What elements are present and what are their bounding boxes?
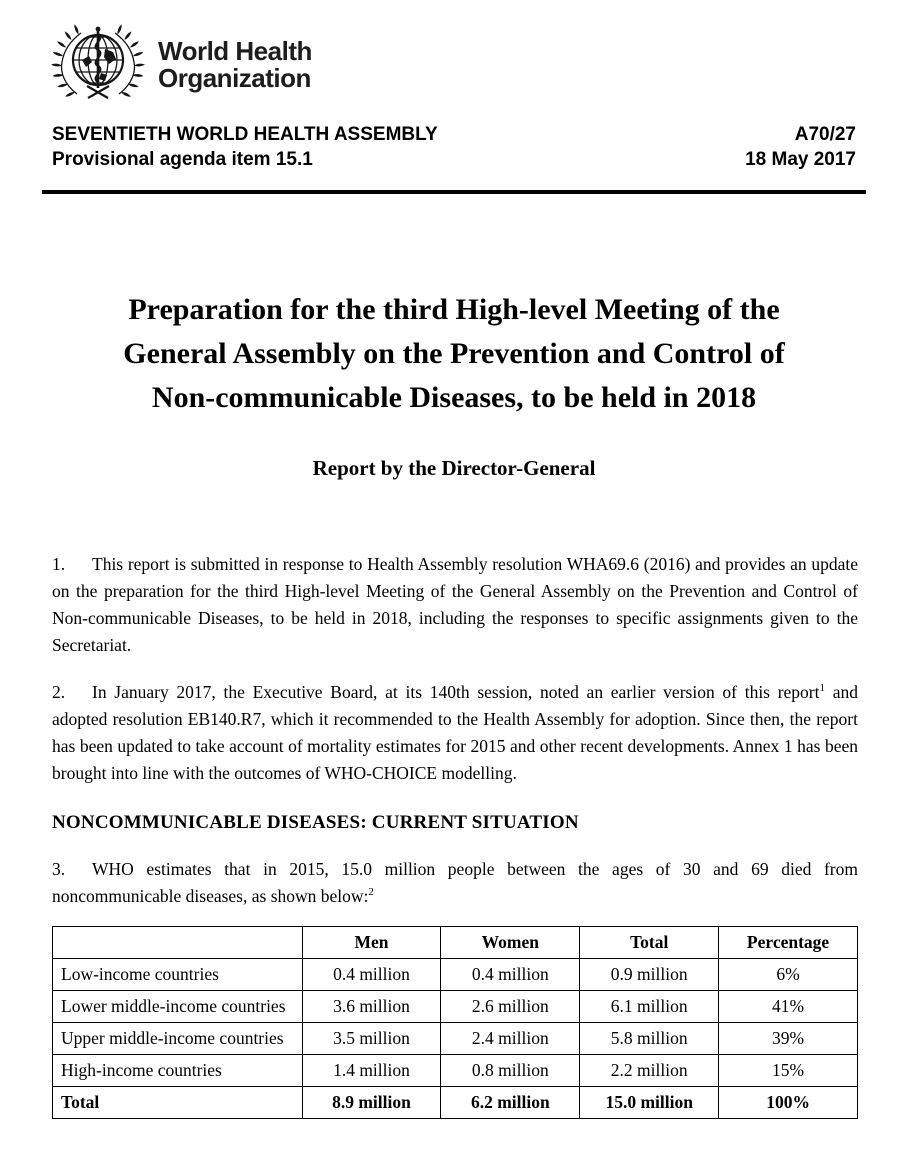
header-divider-rule bbox=[42, 190, 866, 194]
who-logotype-line2: Organization bbox=[158, 63, 311, 93]
who-logo bbox=[48, 26, 908, 110]
document-title-line3: Non-communicable Diseases, to be held in 2018 bbox=[151, 381, 757, 414]
row-label-upper-middle-income: Upper middle-income countries bbox=[53, 1023, 303, 1055]
paragraph-1-number: 1. bbox=[52, 554, 66, 574]
paragraph-2-text-before-footnote: In January 2017, the Executive Board, at its 140th session, noted an earlier version of this report bbox=[92, 682, 820, 702]
cell-total-men: 8.9 million bbox=[302, 1087, 441, 1119]
cell-total-percentage: 100% bbox=[719, 1087, 858, 1119]
cell-high-income-percentage: 15% bbox=[719, 1055, 858, 1087]
table-header-row bbox=[53, 927, 858, 959]
cell-high-income-men: 1.4 million bbox=[302, 1055, 441, 1087]
row-label-high-income: High-income countries bbox=[53, 1055, 303, 1087]
table-header-total: Total bbox=[580, 927, 719, 959]
table-row bbox=[53, 959, 858, 991]
paragraph-3-number: 3. bbox=[52, 859, 66, 879]
cell-high-income-total: 2.2 million bbox=[580, 1055, 719, 1087]
table-total-row bbox=[53, 1087, 858, 1119]
cell-lower-middle-total: 6.1 million bbox=[580, 991, 719, 1023]
cell-low-income-percentage: 6% bbox=[719, 959, 858, 991]
table-row bbox=[53, 991, 858, 1023]
table-header-women: Women bbox=[441, 927, 580, 959]
cell-upper-middle-women: 2.4 million bbox=[441, 1023, 580, 1055]
paragraph-2 bbox=[52, 679, 858, 787]
row-label-low-income: Low-income countries bbox=[53, 959, 303, 991]
table-header-empty bbox=[53, 927, 303, 959]
table-header-percentage: Percentage bbox=[719, 927, 858, 959]
document-header-meta bbox=[52, 122, 856, 172]
table-row bbox=[53, 1023, 858, 1055]
row-label-total: Total bbox=[53, 1087, 303, 1119]
document-body bbox=[52, 551, 858, 1119]
document-date: 18 May 2017 bbox=[745, 149, 856, 170]
document-title bbox=[44, 288, 864, 420]
cell-total-total: 15.0 million bbox=[580, 1087, 719, 1119]
assembly-reference bbox=[52, 122, 438, 172]
paragraph-2-text-after-footnote: and adopted resolution EB140.R7, which it recommended to the Health Assembly for adoption. Since then, the report has been updated to take account of mortality estimates for 2015 and other recent developments. Annex 1 has been brought into line with the outcomes of WHO-CHOICE modelling. bbox=[52, 682, 858, 783]
agenda-item: Provisional agenda item 15.1 bbox=[52, 149, 313, 170]
who-emblem-icon bbox=[48, 24, 148, 113]
cell-upper-middle-total: 5.8 million bbox=[580, 1023, 719, 1055]
who-logotype bbox=[158, 38, 312, 92]
cell-low-income-women: 0.4 million bbox=[441, 959, 580, 991]
cell-lower-middle-men: 3.6 million bbox=[302, 991, 441, 1023]
document-reference bbox=[745, 122, 856, 172]
cell-low-income-men: 0.4 million bbox=[302, 959, 441, 991]
document-subtitle: Report by the Director-General bbox=[312, 456, 596, 480]
cell-upper-middle-men: 3.5 million bbox=[302, 1023, 441, 1055]
assembly-title: SEVENTIETH WORLD HEALTH ASSEMBLY bbox=[52, 124, 438, 145]
cell-upper-middle-percentage: 39% bbox=[719, 1023, 858, 1055]
footnote-marker-2: 2 bbox=[368, 886, 374, 899]
document-title-line1: Preparation for the third High-level Meeting of the bbox=[128, 293, 780, 326]
cell-low-income-total: 0.9 million bbox=[580, 959, 719, 991]
paragraph-1 bbox=[52, 551, 858, 659]
table-header-men: Men bbox=[302, 927, 441, 959]
document-title-line2: General Assembly on the Prevention and Control of bbox=[123, 337, 785, 370]
paragraph-3 bbox=[52, 856, 858, 910]
cell-lower-middle-women: 2.6 million bbox=[441, 991, 580, 1023]
document-number: A70/27 bbox=[794, 124, 856, 145]
paragraph-2-number: 2. bbox=[52, 682, 66, 702]
footnote-marker-1: 1 bbox=[819, 682, 825, 695]
cell-high-income-women: 0.8 million bbox=[441, 1055, 580, 1087]
table-row bbox=[53, 1055, 858, 1087]
paragraph-3-text: WHO estimates that in 2015, 15.0 million people between the ages of 30 and 69 died from noncommunicable diseases, as shown below: bbox=[52, 859, 858, 906]
paragraph-1-text: This report is submitted in response to Health Assembly resolution WHA69.6 (2016) and provides an update on the preparation for the third High-level Meeting of the General Assembly on the Prevention and Control of Non-communicable Diseases, to be held in 2018, including the responses to specific assignments given to the Secretariat. bbox=[52, 554, 858, 655]
section-heading-current-situation: NONCOMMUNICABLE DISEASES: CURRENT SITUATION bbox=[52, 812, 579, 833]
ncd-mortality-table bbox=[52, 926, 858, 1119]
row-label-lower-middle-income: Lower middle-income countries bbox=[53, 991, 303, 1023]
who-logotype-line1: World Health bbox=[158, 36, 312, 66]
cell-lower-middle-percentage: 41% bbox=[719, 991, 858, 1023]
cell-total-women: 6.2 million bbox=[441, 1087, 580, 1119]
